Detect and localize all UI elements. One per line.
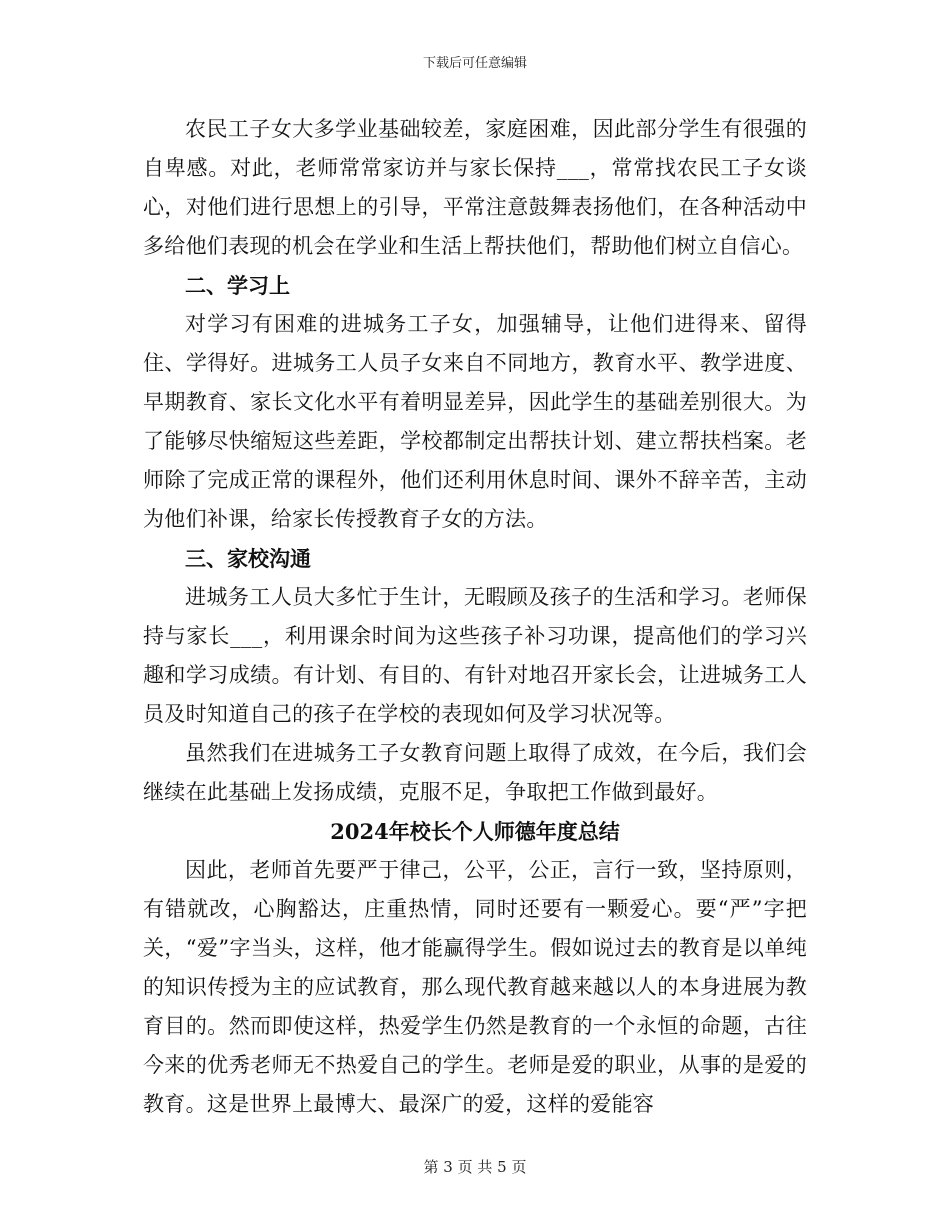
paragraph-1: 农民工子女大多学业基础较差，家庭困难，因此部分学生有很强的自卑感。对此，老师常常家访并与家长保持___，常常找农民工子女谈心，对他们进行思想上的引导，平常注意鼓舞表扬他们，在各种活动中多给他们表现的机会在学业和生活上帮扶他们，帮助他们树立自信心。 — [143, 117, 807, 258]
paragraph-2: 对学习有困难的进城务工子女，加强辅导，让他们进得来、留得住、学得好。进城务工人员子女来自不同地方，教育水平、教学进度、早期教育、家长文化水平有着明显差异，因此学生的基础差别很大。为了能够尽快缩短这些差距，学校都制定出帮扶计划、建立帮扶档案。老师除了完成正常的课程外，他们还利用休息时间、课外不辞辛苦，主动为他们补课，给家长传授教育子女的方法。 — [143, 312, 807, 531]
page-footer: 第 3 页 共 5 页 — [423, 1158, 527, 1176]
paragraph-4: 虽然我们在进城务工子女教育问题上取得了成效，在今后，我们会继续在此基础上发扬成绩，克服不足，争取把工作做到最好。 — [143, 741, 807, 804]
paragraph-3: 进城务工人员大多忙于生计，无暇顾及孩子的生活和学习。老师保持与家长___，利用课余时间为这些孩子补习功课，提高他们的学习兴趣和学习成绩。有计划、有目的、有针对地召开家长会，让进城务工人员及时知道自己的孩子在学校的表现如何及学习状况等。 — [143, 585, 807, 726]
document-body — [143, 110, 807, 1124]
paragraph-5: 因此，老师首先要严于律己，公平，公正，言行一致，坚持原则，有错就改，心胸豁达，庄重热情，同时还要有一颗爱心。要“严”字把关，“爱”字当头，这样，他才能赢得学生。假如说过去的教育是以单纯的知识传授为主的应试教育，那么现代教育越来越以人的本身进展为教育目的。然而即使这样，热爱学生仍然是教育的一个永恒的命题，古往今来的优秀老师无不热爱自己的学生。老师是爱的职业，从事的是爱的教育。这是世界上最博大、最深广的爱，这样的爱能容 — [143, 858, 807, 1116]
section-heading-study: 二、学习上 — [185, 273, 290, 298]
section-heading-home-school: 三、家校沟通 — [185, 546, 311, 571]
header-note: 下载后可任意编辑 — [422, 56, 527, 71]
document-title: 2024年校长个人师德年度总结 — [330, 819, 620, 844]
